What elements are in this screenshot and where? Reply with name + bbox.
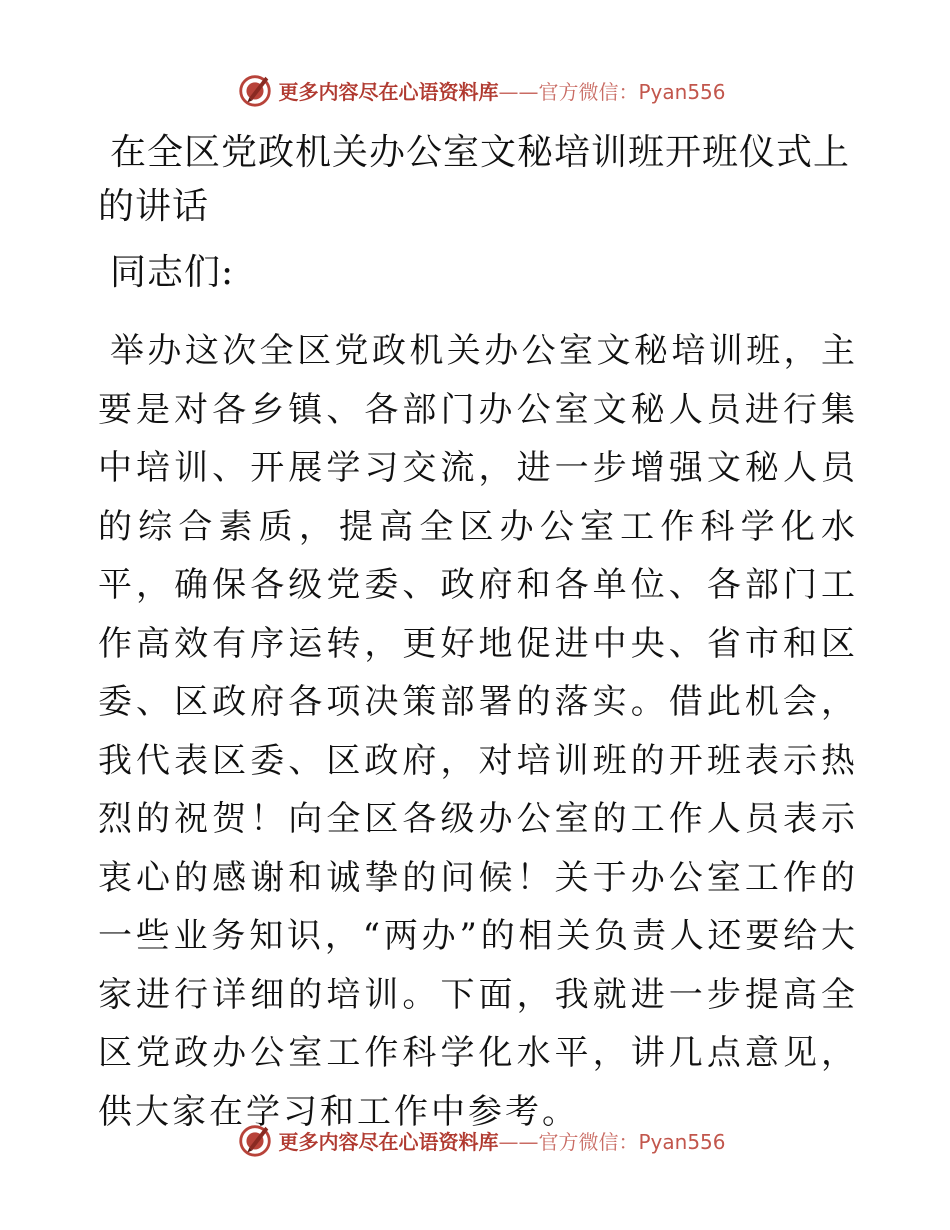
pen-logo-icon	[236, 71, 274, 109]
pen-logo-icon	[236, 1121, 274, 1159]
footer-banner-text	[278, 1126, 725, 1155]
document-body	[98, 118, 858, 1141]
banner-lead-text: 更多内容尽在心语资料库	[278, 79, 499, 104]
header-banner	[0, 68, 950, 112]
banner-wechat-label: 官方微信：	[538, 79, 639, 104]
footer-banner-content	[236, 1121, 725, 1159]
banner-wechat-id: Pyan556	[638, 79, 726, 104]
banner-separator: ——	[498, 79, 539, 104]
banner-lead-text: 更多内容尽在心语资料库	[278, 1129, 499, 1154]
banner-wechat-id: Pyan556	[638, 1129, 726, 1154]
document-title: 在全区党政机关办公室文秘培训班开班仪式上的讲话	[98, 132, 851, 227]
header-banner-content	[236, 71, 725, 109]
header-banner-text	[278, 76, 725, 105]
footer-banner	[0, 1118, 950, 1162]
body-paragraph: 举办这次全区党政机关办公室文秘培训班，主要是对各乡镇、各部门办公室文秘人员进行集中培训、开展学习交流，进一步增强文秘人员的综合素质，提高全区办公室工作科学化水平，确保各级党委、政府和各单位、各部门工作高效有序运转，更好地促进中央、省市和区委、区政府各项决策部署的落实。借此机会，我代表区委、区政府，对培训班的开班表示热烈的祝贺！向全区各级办公室的工作人员表示衷心的感谢和诚挚的问候！关于办公室工作的一些业务知识，“两办”的相关负责人还要给大家进行详细的培训。下面，我就进一步提高全区党政办公室工作科学化水平，讲几点意见，供大家在学习和工作中参考。	[98, 331, 858, 1132]
banner-separator: ——	[498, 1129, 539, 1154]
banner-wechat-label: 官方微信：	[538, 1129, 639, 1154]
greeting: 同志们:	[110, 252, 235, 293]
